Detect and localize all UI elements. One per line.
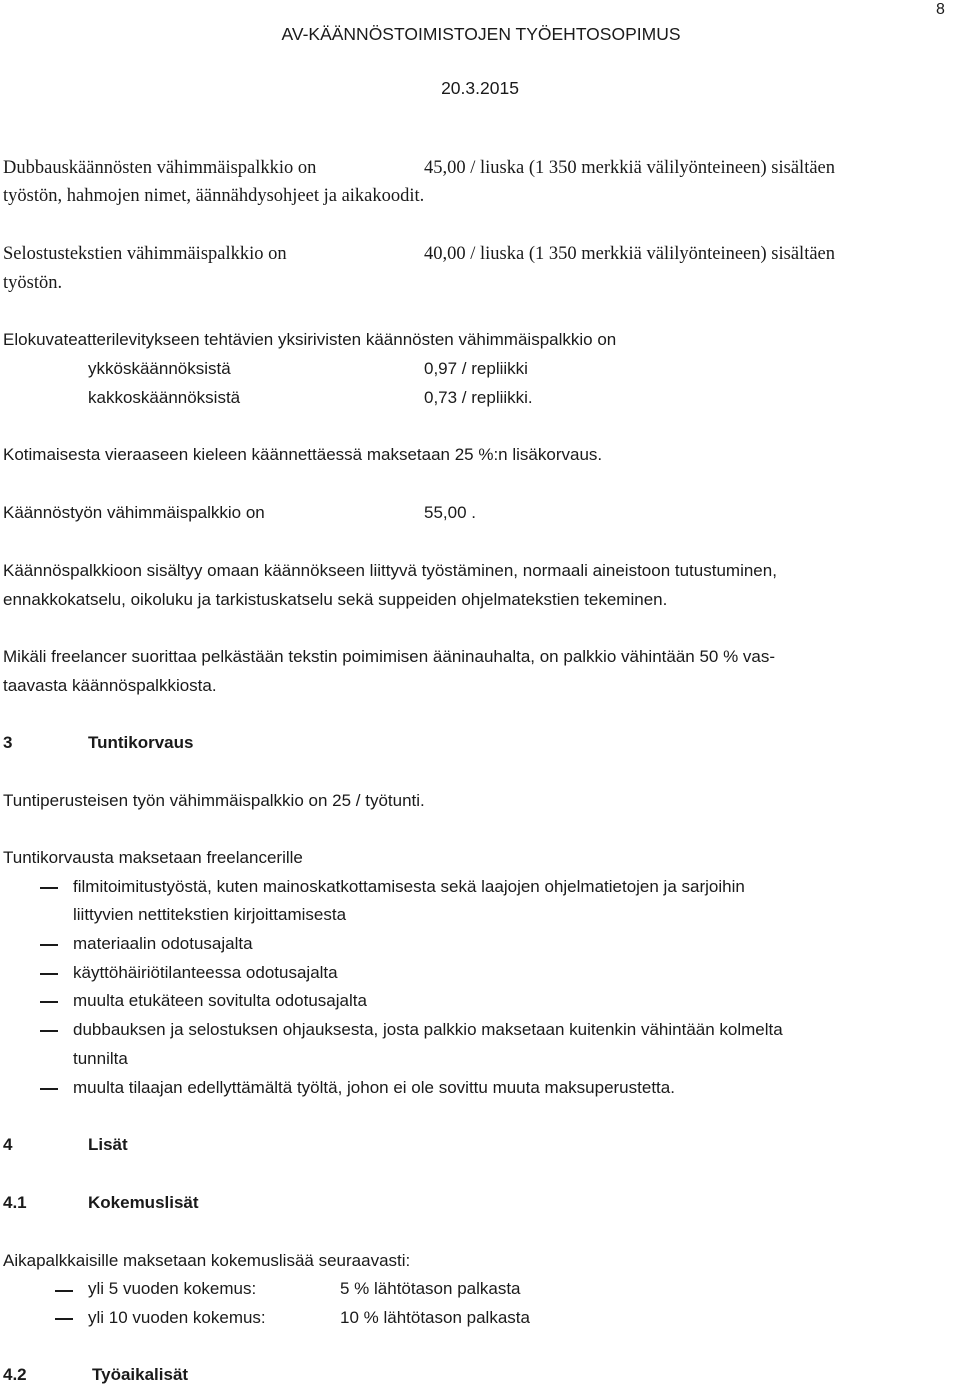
section-4-1-title: Kokemuslisät [88,1193,199,1212]
list-item: käyttöhäiriötilanteessa odotusajalta [73,963,338,982]
cinema-intro: Elokuvateatterilevitykseen tehtävien yksirivisten käännösten vähimmäispalkkio on [3,330,617,349]
section-4-2-title: Työaikalisät [92,1365,189,1384]
experience-intro: Aikapalkkaisille maksetaan kokemuslisää seuraavasti: [3,1251,411,1270]
experience-value: 5 % lähtötason palkasta [340,1279,521,1298]
section-4-title: Lisät [88,1135,128,1154]
description-continuation: työstön. [3,273,63,293]
document-date: 20.3.2015 [441,78,519,98]
section-4-1-number: 4.1 [3,1193,27,1212]
dubbing-value: 45,00 / liuska (1 350 merkkiä välilyönteineen) sisältäen [424,158,836,178]
hourly-rate: Tuntiperusteisen työn vähimmäispalkkio on 25 / työtunti. [3,791,425,810]
description-value: 40,00 / liuska (1 350 merkkiä välilyönteineen) sisältäen [424,244,836,264]
cinema-label-second: kakkoskäännöksistä [88,388,241,407]
fee-includes-line2: ennakkokatselu, oikoluku ja tarkistuskatselu sekä suppeiden ohjelmatekstien tekeminen. [3,590,668,609]
list-item: materiaalin odotusajalta [73,934,253,953]
translation-min-label: Käännöstyön vähimmäispalkkio on [3,503,265,522]
cinema-value-second: 0,73 / repliikki. [424,388,533,407]
list-item: filmitoimitustyöstä, kuten mainoskatkottamisesta sekä laajojen ohjelmatietojen ja sarjoihin [73,877,745,896]
fee-includes-line1: Käännöspalkkioon sisältyy omaan käännökseen liittyvä työstäminen, normaali aineistoon tutustuminen, [3,561,777,580]
list-item-continuation: tunnilta [73,1049,128,1068]
bullet-dash [40,1088,58,1090]
cinema-label-first: ykköskäännöksistä [88,359,231,378]
bullet-dash [40,887,58,889]
bullet-dash [55,1290,73,1292]
dubbing-label: Dubbauskäännösten vähimmäispalkkio on [3,158,317,178]
section-3-title: Tuntikorvaus [88,733,194,752]
dubbing-continuation: työstön, hahmojen nimet, äännähdysohjeet ja aikakoodit. [3,186,425,206]
bullet-dash [40,1001,58,1003]
experience-label: yli 10 vuoden kokemus: [88,1308,266,1327]
experience-value: 10 % lähtötason palkasta [340,1308,530,1327]
section-4-number: 4 [3,1135,13,1154]
section-4-2-number: 4.2 [3,1365,27,1384]
freelancer-note-line2: taavasta käännöspalkkiosta. [3,676,217,695]
bullet-dash [40,973,58,975]
freelancer-note-line1: Mikäli freelancer suorittaa pelkästään tekstin poimimisen ääninauhalta, on palkkio vähintään 50 % vas- [3,647,776,666]
experience-label: yli 5 vuoden kokemus: [88,1279,257,1298]
cinema-value-first: 0,97 / repliikki [424,359,528,378]
document-title: AV-KÄÄNNÖSTOIMISTOJEN TYÖEHTOSOPIMUS [281,24,681,44]
domestic-supplement: Kotimaisesta vieraaseen kieleen käännettäessä maksetaan 25 %:n lisäkorvaus. [3,445,603,464]
bullet-dash [40,944,58,946]
hourly-intro: Tuntikorvausta maksetaan freelancerille [3,848,303,867]
list-item-continuation: liittyvien nettitekstien kirjoittamisesta [73,905,347,924]
list-item: muulta etukäteen sovitulta odotusajalta [73,991,367,1010]
description-label: Selostustekstien vähimmäispalkkio on [3,244,287,264]
list-item: dubbauksen ja selostuksen ohjauksesta, josta palkkio maksetaan kuitenkin vähintään kolmelta [73,1020,783,1039]
bullet-dash [55,1318,73,1320]
translation-min-value: 55,00 . [424,503,476,522]
section-3-number: 3 [3,733,13,752]
bullet-dash [40,1030,58,1032]
list-item: muulta tilaajan edellyttämältä työltä, johon ei ole sovittu muuta maksuperustetta. [73,1078,675,1097]
page-number: 8 [936,1,945,18]
